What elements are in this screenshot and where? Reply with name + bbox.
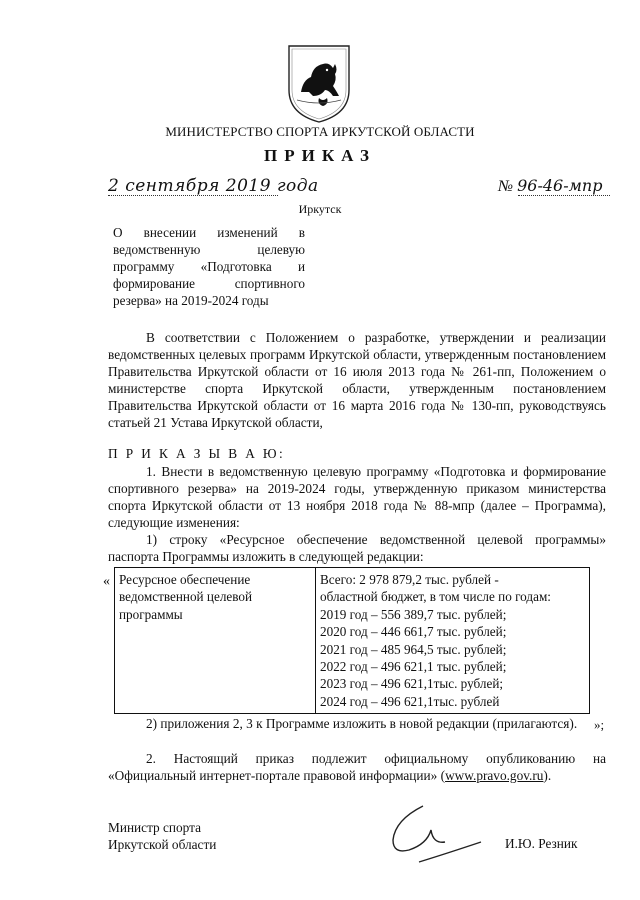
table-opening-quote: « bbox=[103, 574, 110, 589]
order-subject: О внесении изменений в ведомственную целевую программу «Подготовка и формирование спортивного резерва» на 2019-2024 годы bbox=[113, 225, 305, 308]
date-underline bbox=[108, 195, 278, 196]
table-right-cell bbox=[316, 568, 590, 714]
ministry-name: МИНИСТЕРСТВО СПОРТА ИРКУТСКОЙ ОБЛАСТИ bbox=[165, 124, 475, 139]
item-2-end: ). bbox=[543, 768, 552, 783]
item-2-text: 2. Настоящий приказ подлежит официальному опубликованию на «Официальный интернет-портале правовой информации» ( bbox=[108, 751, 606, 783]
number-sign: № bbox=[498, 178, 514, 195]
funding-2024: 2024 год – 496 621,1тыс. рублей bbox=[320, 693, 500, 709]
item-2-paragraph bbox=[108, 750, 606, 784]
funding-2021: 2021 год – 485 964,5 тыс. рублей; bbox=[320, 641, 507, 657]
funding-2023: 2023 год – 496 621,1тыс. рублей; bbox=[320, 676, 504, 692]
item-1-paragraph: 1. Внести в ведомственную целевую программу «Подготовка и формирование спортивного резерва» на 2019-2024 годы, утвержденную приказом министерства спорта Иркутской области от 13 ноября 2018 года № 88-мпр (далее – Программа), следующие изменения: bbox=[108, 464, 606, 530]
position-line-2: Иркутской области bbox=[108, 837, 217, 852]
table-row bbox=[115, 568, 590, 714]
table-left-cell: Ресурсное обеспечение ведомственной целевой программы bbox=[115, 568, 316, 714]
funding-2019: 2019 год – 556 389,7 тыс. рублей; bbox=[320, 606, 507, 622]
coat-of-arms-icon bbox=[283, 40, 355, 124]
city-name: Иркутск bbox=[298, 202, 342, 216]
item-1-2-paragraph: 2) приложения 2, 3 к Программе изложить в новой редакции (прилагаются). bbox=[146, 716, 578, 731]
funding-total: Всего: 2 978 879,2 тыс. рублей - bbox=[320, 572, 499, 587]
order-word: П Р И К А З Ы В А Ю: bbox=[108, 446, 286, 461]
funding-source: областной бюджет, в том числе по годам: bbox=[320, 589, 551, 605]
table-closing-quote: »; bbox=[594, 717, 605, 732]
document-type-title: ПРИКАЗ bbox=[264, 146, 376, 165]
handwritten-date: 2 сентября 2019 года bbox=[108, 176, 319, 196]
resource-table bbox=[114, 567, 590, 714]
handwritten-signature-icon bbox=[375, 796, 495, 868]
preamble-paragraph: В соответствии с Положением о разработке, утверждении и реализации ведомственных целевых программ Иркутской области, утвержденным постановлением Правительства Иркутской области от 16 июля 2013 года № 261-пп, Положением о министерстве спорта Иркутской области, утвержденным постановлением Правительства Иркутской области от 16 марта 2016 года № 130-пп, руководствуясь статьей 21 Устава Иркутской области, bbox=[108, 330, 606, 430]
item-1-1-paragraph: 1) строку «Ресурсное обеспечение ведомственной целевой программы» паспорта Программы изложить в следующей редакции: bbox=[108, 532, 606, 564]
signatory-name: И.Ю. Резник bbox=[505, 836, 578, 851]
funding-2022: 2022 год – 496 621,1 тыс. рублей; bbox=[320, 659, 507, 675]
number-underline bbox=[518, 195, 610, 196]
order-number: 96-46-мпр bbox=[517, 176, 603, 195]
pravo-link[interactable]: www.pravo.gov.ru bbox=[445, 768, 544, 783]
handwritten-number bbox=[498, 176, 602, 196]
position-line-1: Министр спорта bbox=[108, 820, 202, 835]
funding-2020: 2020 год – 446 661,7 тыс. рублей; bbox=[320, 624, 507, 640]
signatory-position bbox=[108, 819, 216, 853]
